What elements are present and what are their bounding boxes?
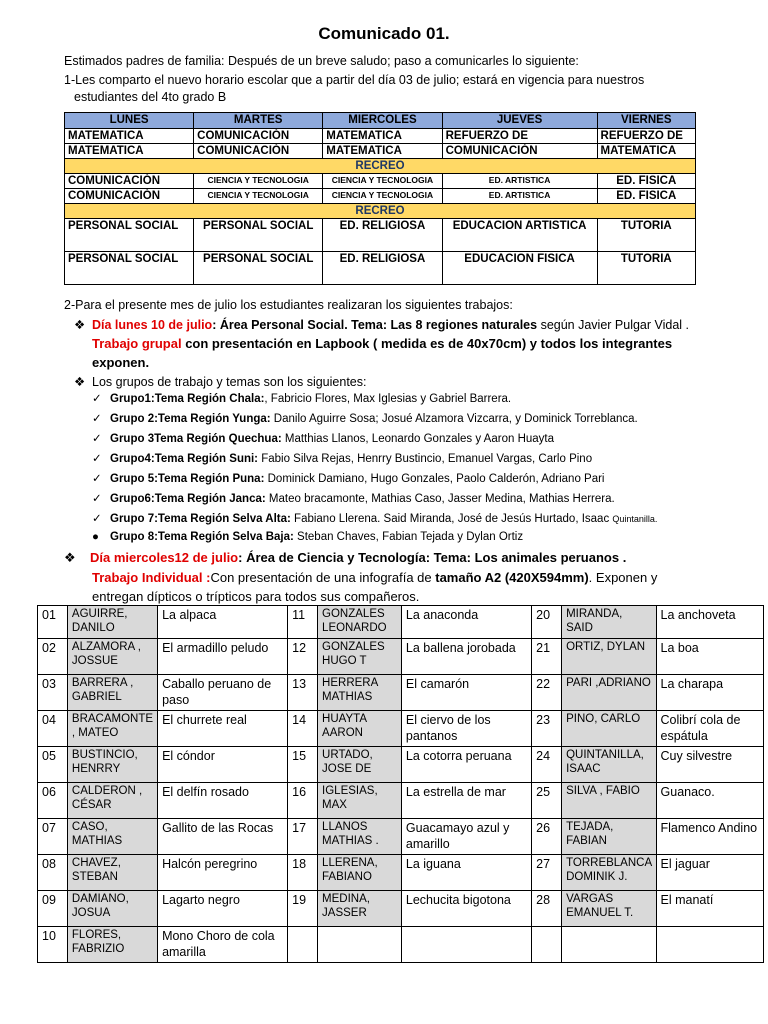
group-item [92, 531, 523, 543]
student-animal: Cuy silvestre [656, 747, 763, 783]
student-animal: El cóndor [158, 747, 288, 783]
student-number: 05 [38, 747, 68, 783]
wednesday-work-label: Trabajo Individual : [92, 570, 211, 585]
student-name: ALZAMORA , JOSSUE [67, 639, 157, 675]
check-icon: ✓ [92, 473, 102, 485]
student-name: TEJADA, FABIAN [562, 819, 656, 855]
student-animal: La iguana [401, 855, 531, 891]
schedule-cell: COMUNICACIÓN [194, 144, 323, 159]
table-row [38, 927, 764, 963]
recess-label: RECREO [65, 159, 696, 174]
student-number: 06 [38, 783, 68, 819]
student-name: ORTIZ, DYLAN [562, 639, 656, 675]
group-item [92, 511, 657, 525]
recess-row [65, 159, 696, 174]
recess-row [65, 204, 696, 219]
student-animal: Guanaco. [656, 783, 763, 819]
student-animal: Mono Choro de cola amarilla [158, 927, 288, 963]
student-number: 03 [38, 675, 68, 711]
student-number: 02 [38, 639, 68, 675]
student-name [318, 927, 402, 963]
schedule-row [65, 189, 696, 204]
table-row [38, 783, 764, 819]
wednesday-assignment [64, 550, 626, 566]
student-animal: La ballena jorobada [401, 639, 531, 675]
day-header: MIERCOLES [323, 113, 442, 129]
student-number: 08 [38, 855, 68, 891]
student-name: PINO, CARLO [562, 711, 656, 747]
group-members: Fabio Silva Rejas, Henrry Bustincio, Emanuel Vargas, Carlo Pino [258, 453, 593, 465]
student-name: CASO, MATHIAS [67, 819, 157, 855]
schedule-cell: REFUERZO DE [442, 129, 597, 144]
check-icon: ✓ [92, 493, 102, 505]
student-animal: Flamenco Andino [656, 819, 763, 855]
student-name: BUSTINCIO, HENRRY [67, 747, 157, 783]
student-animal: La alpaca [158, 606, 288, 639]
group-members: Danilo Aguirre Sosa; Josué Alzamora Vizcarra, y Dominick Torreblanca. [270, 413, 638, 425]
schedule-cell: TUTORIA [597, 252, 695, 285]
schedule-cell: COMUNICACIÓN [65, 174, 194, 189]
student-animal: El delfín rosado [158, 783, 288, 819]
group-members: Fabiano Llerena. Said Miranda, José de Jesús Hurtado, Isaac [290, 513, 613, 525]
group-label: Grupo 8:Tema Región Selva Baja: [110, 531, 294, 543]
table-row [38, 675, 764, 711]
schedule-cell: TUTORIA [597, 219, 695, 252]
monday-work-label: Trabajo grupal [92, 336, 182, 351]
schedule-cell: ED. ARTISTICA [442, 174, 597, 189]
student-name: HERRERA MATHIAS [318, 675, 402, 711]
diamond-bullet-icon: ❖ [74, 318, 86, 332]
group-label: Grupo 5:Tema Región Puna: [110, 473, 265, 485]
check-icon: ✓ [92, 453, 102, 465]
student-animal: Guacamayo azul y amarillo [401, 819, 531, 855]
day-header: MARTES [194, 113, 323, 129]
student-animal: Caballo peruano de paso [158, 675, 288, 711]
check-icon: ✓ [92, 433, 102, 445]
student-number: 26 [532, 819, 562, 855]
group-label: Grupo6:Tema Región Janca: [110, 493, 266, 505]
diamond-bullet-icon: ❖ [74, 375, 86, 389]
group-item [92, 431, 554, 445]
day-header: JUEVES [442, 113, 597, 129]
schedule-cell: CIENCIA Y TECNOLOGIA [194, 174, 323, 189]
schedule-cell: MATEMATICA [597, 144, 695, 159]
day-header: VIERNES [597, 113, 695, 129]
student-animal: Lechucita bigotona [401, 891, 531, 927]
student-assignment-table [37, 605, 764, 963]
student-animal: La charapa [656, 675, 763, 711]
schedule-cell: PERSONAL SOCIAL [194, 219, 323, 252]
student-number: 07 [38, 819, 68, 855]
student-number: 21 [532, 639, 562, 675]
student-animal [656, 927, 763, 963]
student-number [532, 927, 562, 963]
student-name: HUAYTA AARON [318, 711, 402, 747]
table-row [38, 891, 764, 927]
monday-work [92, 336, 672, 351]
schedule-cell: CIENCIA Y TECNOLOGIA [194, 189, 323, 204]
groups-intro [74, 374, 366, 389]
group-item [92, 471, 605, 485]
student-number: 12 [288, 639, 318, 675]
group-members: Matthias Llanos, Leonardo Gonzales y Aaron Huayta [281, 433, 555, 445]
schedule-cell: CIENCIA Y TECNOLOGIA [323, 174, 442, 189]
student-number: 24 [532, 747, 562, 783]
schedule-cell: MATEMATICA [323, 144, 442, 159]
student-number [288, 927, 318, 963]
schedule-cell: MATEMATICA [65, 129, 194, 144]
wednesday-work-size: tamaño A2 (420X594mm) [435, 570, 589, 585]
student-animal: El camarón [401, 675, 531, 711]
schedule-cell: MATEMATICA [323, 129, 442, 144]
schedule-cell: REFUERZO DE [597, 129, 695, 144]
student-number: 17 [288, 819, 318, 855]
student-name: MEDINA, JASSER [318, 891, 402, 927]
student-name: GONZALES HUGO T [318, 639, 402, 675]
schedule-cell: COMUNICACIÓN [65, 189, 194, 204]
check-icon: ✓ [92, 513, 102, 525]
student-name: URTADO, JOSE DE [318, 747, 402, 783]
schedule-cell: ED. FISICA [597, 189, 695, 204]
student-animal: Gallito de las Rocas [158, 819, 288, 855]
schedule-row [65, 219, 696, 252]
student-animal: El armadillo peludo [158, 639, 288, 675]
student-animal: La boa [656, 639, 763, 675]
student-animal: Halcón peregrino [158, 855, 288, 891]
student-name: VARGAS EMANUEL T. [562, 891, 656, 927]
table-row [38, 747, 764, 783]
student-number: 15 [288, 747, 318, 783]
monday-date: Día lunes 10 de julio [92, 318, 213, 332]
student-animal: La cotorra peruana [401, 747, 531, 783]
wednesday-work-text: Con presentación de una infografía de [210, 570, 436, 585]
group-label: Grupo1:Tema Región Chala: [110, 393, 265, 405]
schedule-cell: ED. RELIGIOSA [323, 252, 442, 285]
student-name: CALDERON , CÉSAR [67, 783, 157, 819]
student-number: 20 [532, 606, 562, 639]
check-icon: ✓ [92, 413, 102, 425]
group-members: , Fabricio Flores, Max Iglesias y Gabriel Barrera. [264, 393, 512, 405]
student-animal [401, 927, 531, 963]
recess-label: RECREO [65, 204, 696, 219]
monday-area-tail: según Javier Pulgar Vidal . [537, 318, 690, 332]
group-members: Steban Chaves, Fabian Tejada y Dylan Ortiz [293, 531, 524, 543]
student-name: AGUIRRE, DANILO [67, 606, 157, 639]
student-name [562, 927, 656, 963]
student-number: 09 [38, 891, 68, 927]
schedule-row [65, 174, 696, 189]
group-label: Grupo 7:Tema Región Selva Alta: [110, 513, 291, 525]
schedule-table [64, 112, 696, 285]
schedule-cell: ED. RELIGIOSA [323, 219, 442, 252]
bullet-dot-icon: ● [92, 531, 99, 543]
day-header: LUNES [65, 113, 194, 129]
student-animal: La anchoveta [656, 606, 763, 639]
schedule-header-row [65, 113, 696, 129]
wednesday-area: : Área de Ciencia y Tecnología: Tema: Los animales peruanos . [238, 550, 627, 565]
student-number: 22 [532, 675, 562, 711]
student-number: 25 [532, 783, 562, 819]
schedule-cell: COMUNICACIÓN [442, 144, 597, 159]
student-animal: La anaconda [401, 606, 531, 639]
group-label: Grupo 2:Tema Región Yunga: [110, 413, 271, 425]
student-animal: Lagarto negro [158, 891, 288, 927]
student-name: GONZALES LEONARDO [318, 606, 402, 639]
groups-intro-text: Los grupos de trabajo y temas son los siguientes: [92, 375, 367, 389]
monday-assignment [74, 317, 689, 332]
greeting-text: Estimados padres de familia: Después de un breve saludo; paso a comunicarles lo siguiente: [64, 54, 579, 68]
table-row [38, 819, 764, 855]
student-name: BRACAMONTE , MATEO [67, 711, 157, 747]
schedule-cell: ED. ARTISTICA [442, 189, 597, 204]
student-animal: El jaguar [656, 855, 763, 891]
student-number: 01 [38, 606, 68, 639]
monday-area: : Área Personal Social. Tema: Las 8 regiones naturales [212, 318, 538, 332]
student-animal: El manatí [656, 891, 763, 927]
student-number: 27 [532, 855, 562, 891]
diamond-bullet-icon: ❖ [64, 550, 76, 565]
student-animal: El churrete real [158, 711, 288, 747]
group-members: Dominick Damiano, Hugo Gonzales, Paolo Calderón, Adriano Pari [264, 473, 605, 485]
group-item [92, 411, 638, 425]
table-row [38, 711, 764, 747]
group-label: Grupo4:Tema Región Suni: [110, 453, 259, 465]
student-name: LLANOS MATHIAS . [318, 819, 402, 855]
schedule-row [65, 129, 696, 144]
student-name: LLERENA, FABIANO [318, 855, 402, 891]
schedule-cell: CIENCIA Y TECNOLOGIA [323, 189, 442, 204]
student-number: 18 [288, 855, 318, 891]
schedule-row [65, 144, 696, 159]
student-name: FLORES, FABRIZIO [67, 927, 157, 963]
table-row [38, 855, 764, 891]
schedule-cell: EDUCACION ARTISTICA [442, 219, 597, 252]
schedule-cell: PERSONAL SOCIAL [65, 219, 194, 252]
group-members: Mateo bracamonte, Mathias Caso, Jasser Medina, Mathias Herrera. [265, 493, 615, 505]
point2-text: 2-Para el presente mes de julio los estudiantes realizaran los siguientes trabajos: [64, 298, 513, 312]
point1-text: 1-Les comparto el nuevo horario escolar que a partir del día 03 de julio; estará en vigencia para nuestros [64, 73, 645, 87]
student-name: CHAVEZ, STEBAN [67, 855, 157, 891]
student-name: SILVA , FABIO [562, 783, 656, 819]
monday-work-text: con presentación en Lapbook ( medida es de 40x70cm) y todos los integrantes [181, 336, 673, 351]
student-number: 11 [288, 606, 318, 639]
student-number: 10 [38, 927, 68, 963]
point1-text-cont: estudiantes del 4to grado B [74, 90, 227, 104]
schedule-cell: PERSONAL SOCIAL [65, 252, 194, 285]
student-name: PARI ,ADRIANO [562, 675, 656, 711]
schedule-cell: COMUNICACIÓN [194, 129, 323, 144]
wednesday-date: Día miercoles12 de julio [90, 550, 239, 565]
wednesday-work-text-end: . Exponen y [588, 570, 658, 585]
table-row [38, 639, 764, 675]
student-number: 04 [38, 711, 68, 747]
schedule-cell: MATEMATICA [65, 144, 194, 159]
student-name: TORREBLANCA DOMINIK J. [562, 855, 656, 891]
group-label: Grupo 3Tema Región Quechua: [110, 433, 282, 445]
student-name: QUINTANILLA, ISAAC [562, 747, 656, 783]
student-number: 14 [288, 711, 318, 747]
student-name: MIRANDA, SAID [562, 606, 656, 639]
schedule-row [65, 252, 696, 285]
student-number: 28 [532, 891, 562, 927]
student-animal: La estrella de mar [401, 783, 531, 819]
student-number: 13 [288, 675, 318, 711]
student-animal: El ciervo de los pantanos [401, 711, 531, 747]
check-icon: ✓ [92, 393, 102, 405]
student-number: 23 [532, 711, 562, 747]
student-number: 19 [288, 891, 318, 927]
group-members-tail: Quintanilla. [612, 514, 658, 524]
wednesday-work [92, 570, 657, 585]
student-name: DAMIANO, JOSUA [67, 891, 157, 927]
table-row [38, 606, 764, 639]
schedule-cell: PERSONAL SOCIAL [194, 252, 323, 285]
schedule-cell: EDUCACION FISICA [442, 252, 597, 285]
student-name: IGLESIAS, MAX [318, 783, 402, 819]
wednesday-work-text-cont: entregan dípticos o trípticos para todos sus compañeros. [92, 589, 420, 604]
group-item [92, 451, 592, 465]
schedule-cell: ED. FISICA [597, 174, 695, 189]
student-name: BARRERA , GABRIEL [67, 675, 157, 711]
monday-work-text-cont: exponen. [92, 355, 150, 370]
group-item [92, 391, 511, 405]
student-number: 16 [288, 783, 318, 819]
student-animal: Colibrí cola de espátula [656, 711, 763, 747]
page-title: Comunicado 01. [318, 24, 450, 43]
group-item [92, 491, 615, 505]
